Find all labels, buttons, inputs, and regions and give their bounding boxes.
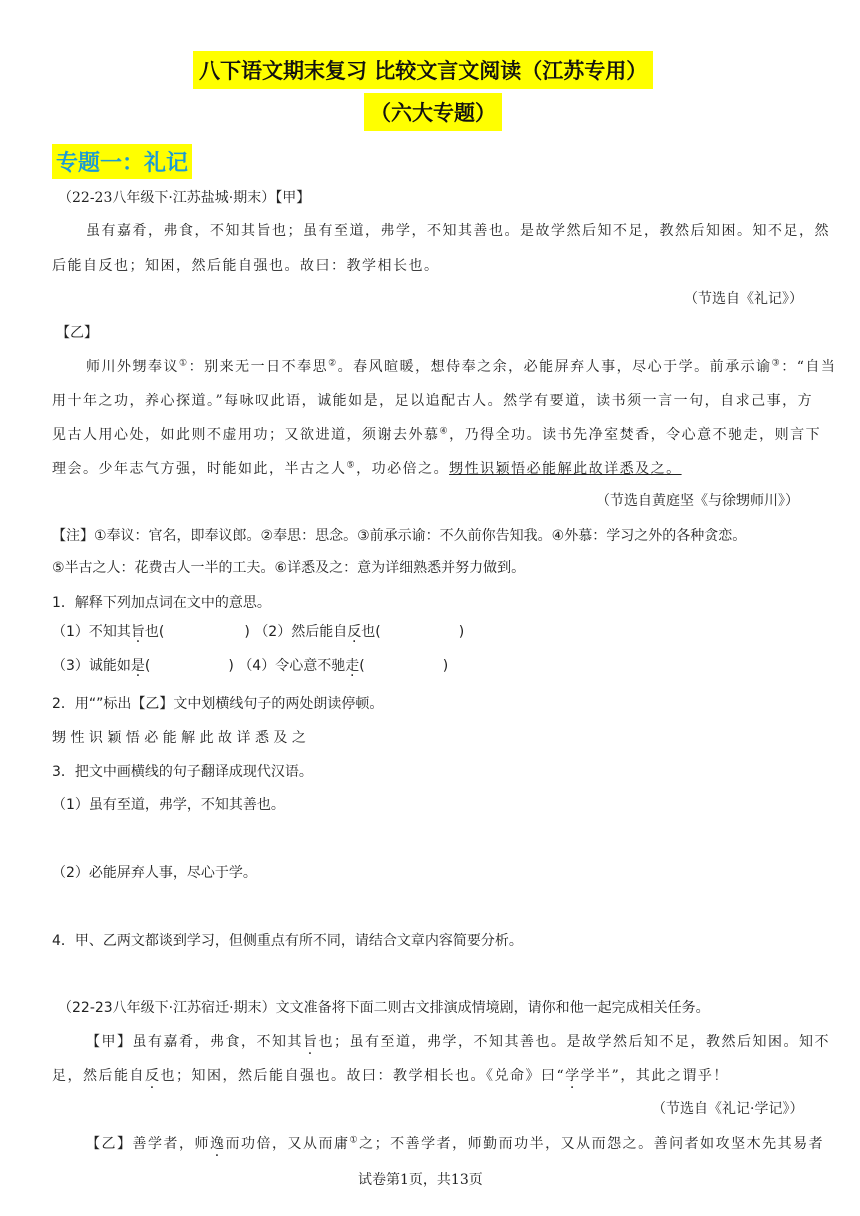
passage-yi-line: 【乙】善学者，师逸而功倍，又从而庸①之；不善学者，师勤而功半，又从而怨之。善问者如攻坚木先其易者 xyxy=(86,1135,825,1152)
page-number: 试卷第1页，共13页 xyxy=(358,1172,483,1188)
citation: （节选自黄庭坚《与徐甥师川》） xyxy=(596,493,799,509)
question-1-items: （1）不知其旨也( ) （2）然后能自反也( ) xyxy=(52,624,465,640)
question-3-item: （1）虽有至道，弗学，不知其善也。 xyxy=(52,797,285,813)
underlined-sentence: 甥性识颖悟必能解此故详悉及之。 xyxy=(449,461,682,477)
section-heading: 专题一：礼记 xyxy=(52,144,192,179)
citation: （节选自《礼记》） xyxy=(684,291,803,307)
passage-yi-line: 理会。少年志气方强，时能如此，半古之人⑤，功必倍之。甥性识颖悟必能解此故详悉及之。 xyxy=(52,460,682,477)
passage-yi-line: 见古人用心处，如此则不虚用功；又欲进道，须谢去外慕④，乃得全功。读书先净室焚香，令心意不驰走，则言下 xyxy=(52,426,822,443)
passage-yi-line: 师川外甥奉议①：别来无一日不奉思②。春风暄暖，想侍奉之余，必能屏弃人事，尽心于学。前承示谕③：“自当 xyxy=(86,358,837,375)
question-4: 4．甲、乙两文都谈到学习，但侧重点有所不同，请结合文章内容简要分析。 xyxy=(52,933,523,949)
passage-jia-line: 虽有嘉肴，弗食，不知其旨也；虽有至道，弗学，不知其善也。是故学然后知不足，教然后知困。知不足，然 xyxy=(86,223,830,239)
question-1: 1．解释下列加点词在文中的意思。 xyxy=(52,595,271,611)
pause-marking-line[interactable]: 甥 性 识 颖 悟 必 能 解 此 故 详 悉 及 之 xyxy=(52,730,306,746)
passage-jia-line: 后能自反也；知困，然后能自强也。故曰：教学相长也。 xyxy=(52,258,440,274)
document-subtitle: （六大专题） xyxy=(364,93,502,131)
question-3: 3．把文中画横线的句子翻译成现代汉语。 xyxy=(52,764,313,780)
passage-jia-line: 【甲】虽有嘉肴，弗食，不知其旨也；虽有至道，弗学，不知其善也。是故学然后知不足，教然后知困。知不 xyxy=(86,1034,830,1050)
question-2: 2．用“”标出【乙】文中划横线句子的两处朗读停顿。 xyxy=(52,696,384,712)
source-label: （22-23八年级下·江苏盐城·期末）【甲】 xyxy=(58,190,311,206)
document-title: 八下语文期末复习 比较文言文阅读（江苏专用） xyxy=(193,51,653,89)
passage-label: 【乙】 xyxy=(56,325,98,341)
source-label: （22-23八年级下·江苏宿迁·期末）文文准备将下面二则古文排演成情境剧，请你和他一起完成相关任务。 xyxy=(58,1000,710,1016)
question-3-item: （2）必能屏弃人事，尽心于学。 xyxy=(52,865,257,881)
citation: （节选自《礼记·学记》） xyxy=(652,1101,804,1117)
annotation-line: ⑤半古之人：花费古人一半的工夫。⑥详悉及之：意为详细熟悉并努力做到。 xyxy=(52,560,526,576)
annotation-line: 【注】①奉议：官名，即奉议郎。②奉思：思念。③前承示谕：不久前你告知我。④外慕：学习之外的各种贪恋。 xyxy=(52,528,747,544)
passage-yi-line: 用十年之功，养心探道。”每咏叹此语，诚能如是，足以追配古人。然学有要道，读书须一言一句，自求己事，方 xyxy=(52,393,814,409)
question-1-items: （3）诚能如是( ) （4）令心意不驰走( ) xyxy=(52,658,449,674)
passage-jia-line: 足，然后能自反也；知困，然后能自强也。故曰：教学相长也。《兑命》曰“学学半”，其此之谓乎！ xyxy=(52,1068,729,1084)
